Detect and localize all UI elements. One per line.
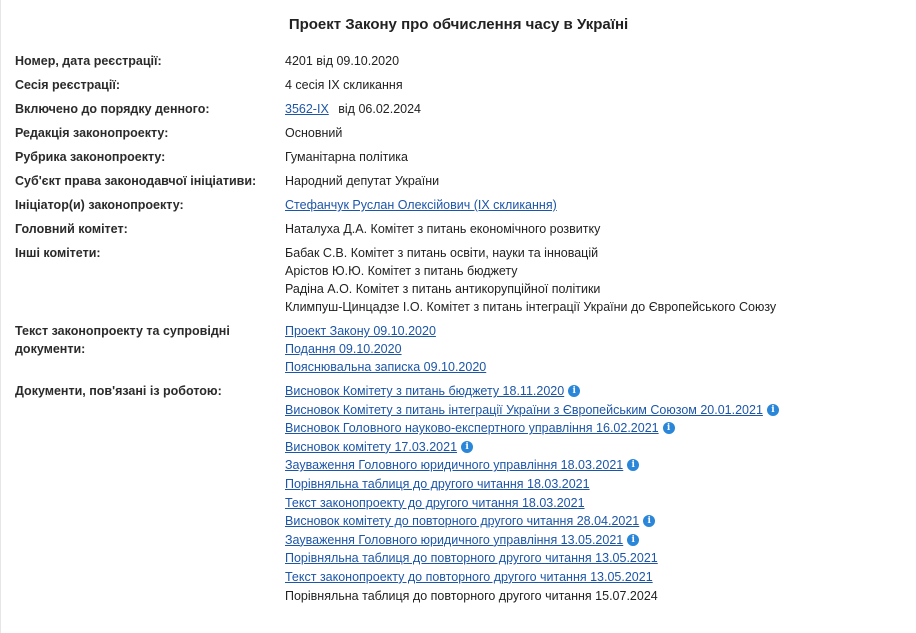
edition-label: Редакція законопроекту:	[15, 126, 169, 140]
related-document-item	[285, 382, 905, 401]
related-document-link[interactable]: Висновок комітету до повторного другого читання 28.04.2021	[285, 514, 640, 529]
related-document-link[interactable]: Порівняльна таблиця до другого читання 18.03.2021	[285, 476, 590, 491]
session-label: Сесія реєстрації:	[15, 78, 120, 92]
registration-value: 4201 від 09.10.2020	[285, 54, 400, 68]
related-document-item	[285, 568, 905, 587]
subject-label: Суб'єкт права законодавчої ініціативи:	[15, 174, 257, 188]
related-document-link[interactable]: Текст законопроекту до повторного другого читання 13.05.2021	[285, 569, 653, 584]
info-icon[interactable]: i	[627, 459, 639, 471]
info-icon[interactable]: i	[663, 422, 675, 434]
rubric-label: Рубрика законопроекту:	[15, 150, 166, 164]
bill-texts-label-line: Текст законопроекту та супровідні	[15, 324, 230, 338]
related-document-link[interactable]: Зауваження Головного юридичного управління 13.05.2021	[285, 532, 624, 547]
related-document-item	[285, 456, 905, 475]
agenda-resolution-link[interactable]: 3562-IX	[285, 102, 329, 116]
bill-text-link[interactable]: Подання 09.10.2020	[285, 342, 402, 356]
related-document-item	[285, 438, 905, 457]
agenda-date: від 06.02.2024	[338, 102, 422, 116]
rubric-value: Гуманітарна політика	[285, 150, 409, 164]
bill-texts-label	[15, 322, 265, 358]
session-value: 4 сесія IX скликання	[285, 78, 403, 92]
info-icon[interactable]: i	[461, 441, 473, 453]
related-document-link[interactable]: Порівняльна таблиця до повторного другого читання 13.05.2021	[285, 551, 658, 566]
committee-item: Радіна А.О. Комітет з питань антикорупційної політики	[285, 282, 601, 296]
related-document-item	[285, 587, 905, 606]
related-document-link[interactable]: Висновок комітету 17.03.2021	[285, 439, 458, 454]
other-committees-label: Інші комітети:	[15, 246, 101, 260]
bill-texts-label-line: документи:	[15, 342, 86, 356]
related-document-link[interactable]: Висновок Комітету з питань інтеграції України з Європейським Союзом 20.01.2021	[285, 402, 763, 417]
related-documents-list	[285, 382, 905, 605]
related-document-text: Порівняльна таблиця до повторного другого читання 15.07.2024	[285, 588, 658, 603]
info-icon[interactable]: i	[767, 404, 779, 416]
bill-text-link[interactable]: Проект Закону 09.10.2020	[285, 324, 436, 338]
related-document-link[interactable]: Зауваження Головного юридичного управління 18.03.2021	[285, 458, 624, 473]
related-document-item	[285, 401, 905, 420]
initiator-value	[285, 196, 905, 214]
subject-value: Народний депутат України	[285, 174, 440, 188]
main-committee-label: Головний комітет:	[15, 222, 128, 236]
info-icon[interactable]: i	[643, 515, 655, 527]
bill-texts-list	[285, 322, 905, 376]
related-document-item	[285, 419, 905, 438]
other-committees-list	[285, 244, 905, 316]
committee-item: Бабак С.В. Комітет з питань освіти, науки та інновацій	[285, 246, 599, 260]
related-document-item	[285, 531, 905, 550]
agenda-label: Включено до порядку денного:	[15, 102, 210, 116]
edition-value: Основний	[285, 126, 343, 140]
related-document-item	[285, 494, 905, 513]
main-committee-value: Наталуха Д.А. Комітет з питань економічного розвитку	[285, 222, 601, 236]
related-document-item	[285, 549, 905, 568]
committee-item: Климпуш-Цинцадзе І.О. Комітет з питань інтеграції України до Європейського Союзу	[285, 300, 777, 314]
related-document-link[interactable]: Висновок Головного науково-експертного управління 16.02.2021	[285, 421, 659, 436]
bill-text-link[interactable]: Пояснювальна записка 09.10.2020	[285, 360, 487, 374]
related-document-link[interactable]: Висновок Комітету з питань бюджету 18.11.2020	[285, 384, 565, 398]
page-title: Проект Закону про обчислення часу в Україні	[288, 16, 629, 33]
committee-item: Арістов Ю.Ю. Комітет з питань бюджету	[285, 264, 518, 278]
agenda-value	[285, 100, 905, 118]
initiator-link[interactable]: Стефанчук Руслан Олексійович (IX скликання)	[285, 198, 557, 212]
related-document-item	[285, 512, 905, 531]
related-documents-label: Документи, пов'язані із роботою:	[15, 384, 222, 398]
registration-label: Номер, дата реєстрації:	[15, 54, 162, 68]
initiator-label: Ініціатор(и) законопроекту:	[15, 198, 184, 212]
related-document-item	[285, 475, 905, 494]
info-icon[interactable]: i	[568, 385, 580, 397]
related-document-link[interactable]: Текст законопроекту до другого читання 18.03.2021	[285, 495, 585, 510]
info-icon[interactable]: i	[627, 534, 639, 546]
